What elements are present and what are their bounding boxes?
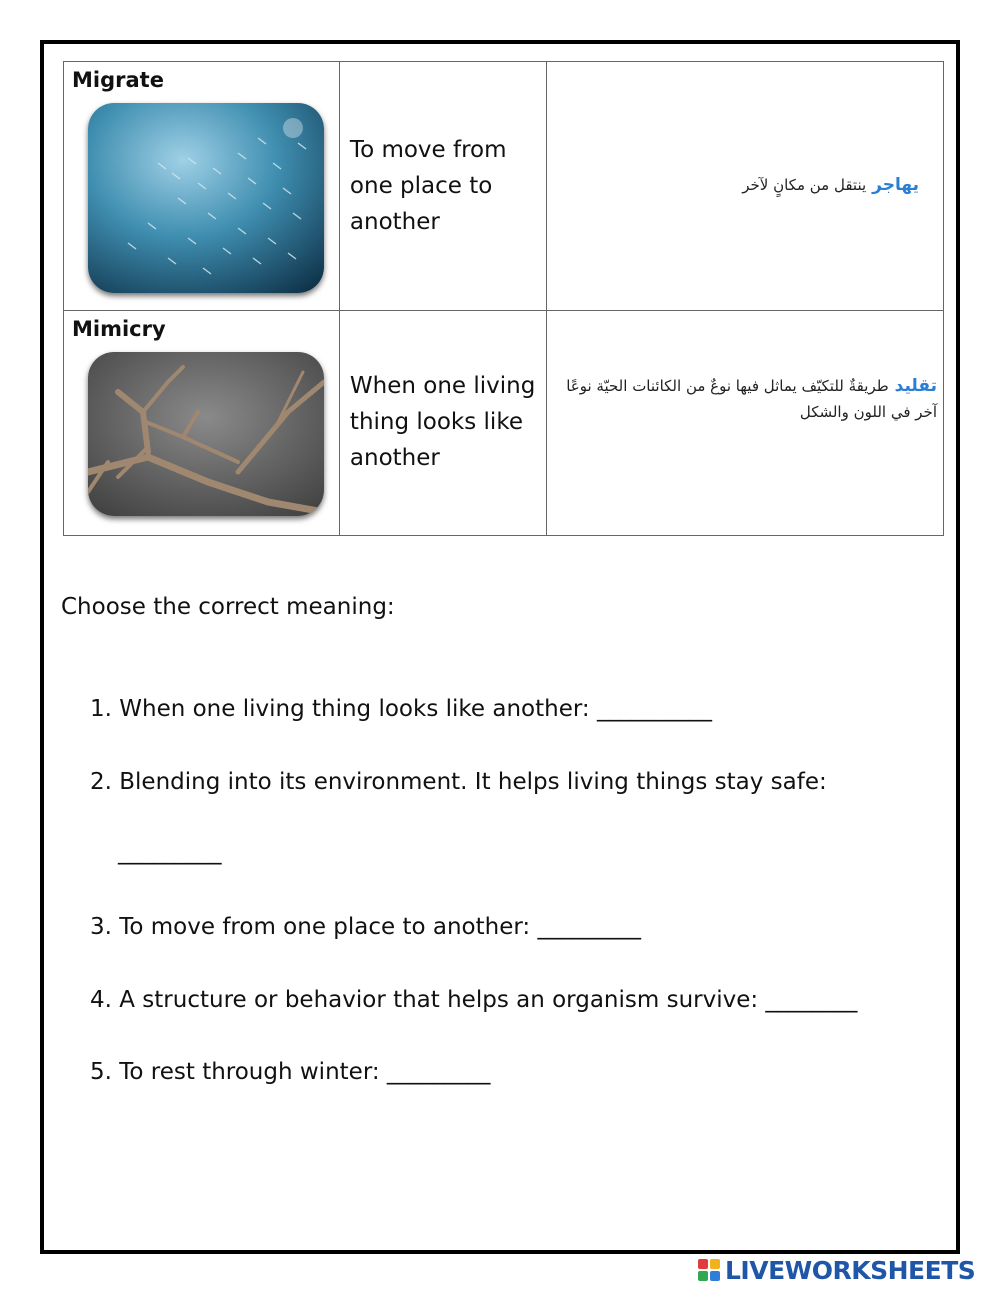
question-3[interactable]: 3. To move from one place to another: _________ [90,914,641,940]
definition-cell [339,62,546,311]
term-label: Migrate [72,68,164,92]
vocab-row-mimicry [64,311,944,536]
arabic-cell [547,62,944,311]
question-2-answer-blank[interactable]: _________ [118,839,222,865]
question-1[interactable]: 1. When one living thing looks like another: __________ [90,696,712,722]
fish-school-image [88,103,324,293]
arabic-translation [547,62,943,198]
term-cell [64,311,340,536]
definition-text: To move from one place to another [349,137,507,235]
question-5[interactable]: 5. To rest through winter: _________ [90,1059,491,1085]
arabic-cell [547,311,944,536]
arabic-keyword: يهاجر [872,175,919,195]
question-4[interactable]: 4. A structure or behavior that helps an organism survive: ________ [90,987,858,1013]
term-label: Mimicry [72,317,166,341]
praying-mantis-image [88,352,324,516]
arabic-translation [547,311,943,425]
worksheet-frame [40,40,960,1254]
arabic-definition: ينتقل من مكانٍ لآخر [742,176,867,194]
arabic-definition: طريقةٌ للتكيّف يماثل فيها نوعٌ من الكائنات الحيّة نوعًا آخر في اللون والشكل [566,377,937,421]
vocab-row-migrate [64,62,944,311]
term-cell [64,62,340,311]
arabic-keyword: تقليد [894,376,937,396]
logo-blocks-icon [698,1259,720,1281]
vocabulary-table [63,61,944,536]
instruction-text: Choose the correct meaning: [61,594,395,620]
liveworksheets-logo [698,1255,975,1285]
definition-text: When one living thing looks like another [349,373,536,471]
question-2: 2. Blending into its environment. It helps living things stay safe: [90,769,827,795]
definition-cell [339,311,546,536]
brand-name: LIVEWORKSHEETS [725,1255,976,1285]
